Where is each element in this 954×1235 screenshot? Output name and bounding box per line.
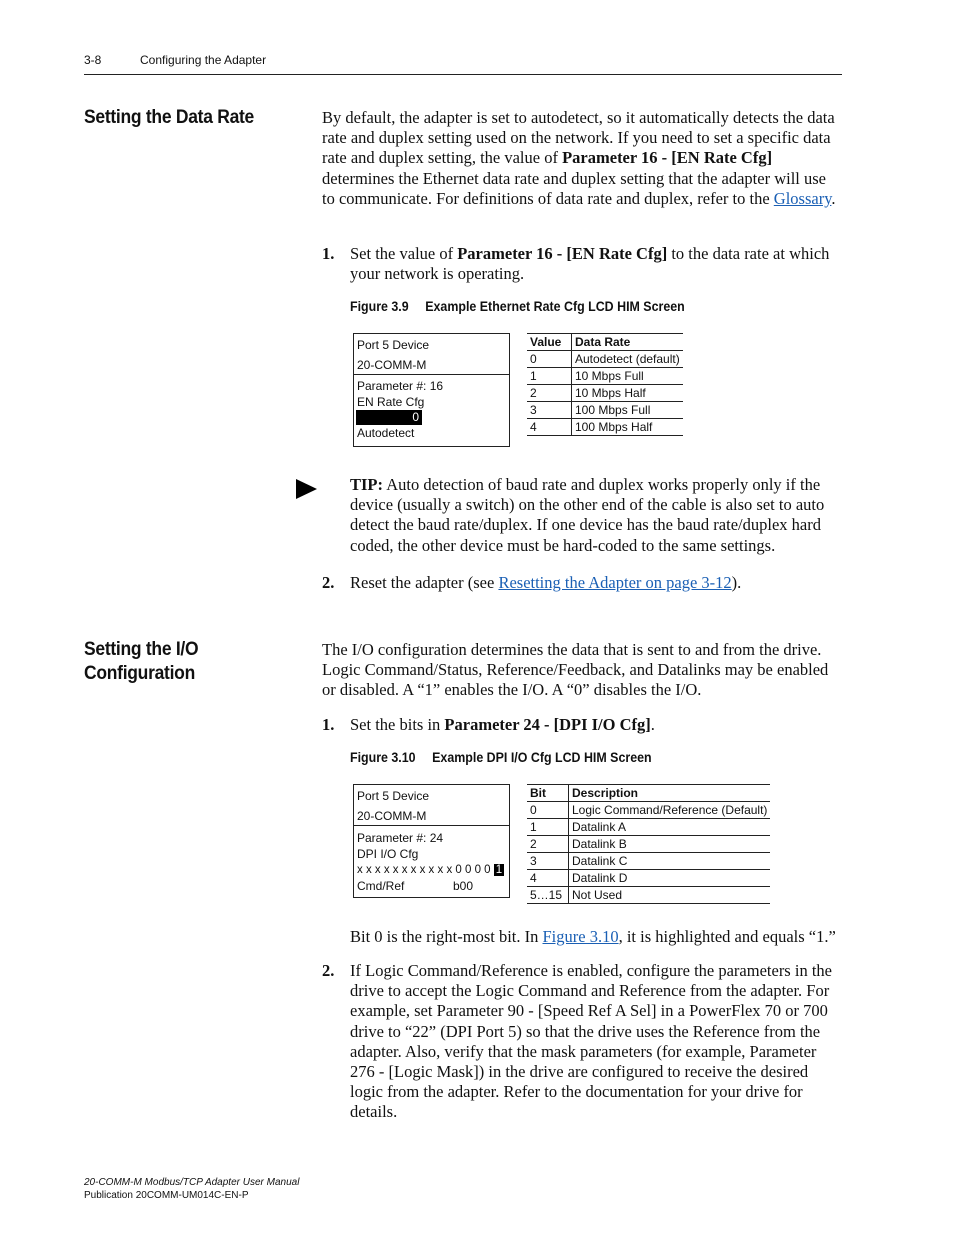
resetting-adapter-link[interactable]: Resetting the Adapter on page 3-12 — [498, 573, 732, 592]
figure-title: Example DPI I/O Cfg LCD HIM Screen — [432, 750, 652, 765]
intro-text-b: determines the Ethernet data rate and duplex setting that the adapter will use to communicate. For definitions of data rate and duplex, refer to the — [322, 168, 826, 208]
tip-label: TIP: — [350, 475, 383, 494]
section-heading-io-config — [84, 638, 198, 686]
figure-3-10-link[interactable]: Figure 3.10 — [542, 927, 619, 946]
table-cell: 5…15 — [527, 887, 569, 904]
step2-text-b: ). — [731, 573, 742, 592]
him-line: EN Rate Cfg — [357, 395, 425, 409]
step1-text-b: to the data rate at which your network is operating. — [350, 244, 830, 284]
him-screen-io — [353, 784, 510, 898]
table-cell: 10 Mbps Full — [572, 368, 683, 385]
tip-text — [350, 475, 842, 556]
him-line: Parameter #: 16 — [357, 379, 444, 393]
table-header: Bit — [527, 785, 569, 802]
him-last-line — [357, 878, 506, 894]
step1-text — [350, 244, 842, 284]
table-row — [527, 887, 770, 904]
table-row — [527, 419, 683, 436]
figure-title: Example Ethernet Rate Cfg LCD HIM Screen — [425, 299, 685, 314]
step-number: 1. — [322, 715, 335, 734]
him-value-highlight: 0 — [356, 410, 422, 425]
step-number: 1. — [322, 244, 335, 263]
table-row — [527, 802, 770, 819]
figure-label: Figure 3.10 — [350, 750, 416, 765]
page-number: 3-8 — [84, 53, 102, 67]
step2-text — [350, 573, 842, 593]
tip-body: Auto detection of baud rate and duplex works properly only if the device (usually a switch) on the other end of the cable is also set to auto detect the baud rate/duplex. If one device has the baud rate/duplex hard coded, the other device must be hard-coded to the same settings. — [350, 475, 825, 555]
step1-param-bold: Parameter 16 - [EN Rate Cfg] — [457, 244, 668, 263]
data-rate-table — [527, 333, 683, 436]
him-line: Port 5 Device — [357, 789, 430, 803]
io-step1-text-a: Set the bits in — [350, 715, 445, 734]
table-row — [527, 351, 683, 368]
running-header: Configuring the Adapter — [140, 53, 267, 67]
figure-label: Figure 3.9 — [350, 299, 409, 314]
table-row — [527, 853, 770, 870]
him-line: Parameter #: 24 — [357, 831, 444, 845]
step-number: 2. — [322, 573, 335, 592]
table-cell: 2 — [527, 385, 572, 402]
him-line: 20-COMM-M — [357, 358, 427, 372]
io-bit-table — [527, 784, 770, 904]
table-cell: Datalink B — [569, 836, 771, 853]
table-cell: 4 — [527, 870, 569, 887]
table-row — [527, 385, 683, 402]
intro-param-bold: Parameter 16 - [EN Rate Cfg] — [562, 148, 773, 168]
intro-text-a: By default, the adapter is set to autodetect, so it automatically detects the data rate and duplex setting used on the network. If you need to set a specific data rate and duplex setting, the value of — [322, 108, 835, 168]
table-cell: 0 — [527, 802, 569, 819]
step-number: 2. — [322, 961, 335, 980]
table-row — [527, 402, 683, 419]
him-line-right: b00 — [453, 879, 474, 893]
figure-caption-3-9 — [350, 299, 685, 314]
tip-arrow-icon — [296, 479, 317, 499]
table-cell: 3 — [527, 853, 569, 870]
table-row — [527, 836, 770, 853]
him-line-left: Cmd/Ref — [357, 879, 405, 893]
heading-line: Configuration — [84, 663, 195, 684]
io-step1-param-bold: Parameter 24 - [DPI I/O Cfg] — [444, 715, 651, 734]
table-cell: Datalink A — [569, 819, 771, 836]
heading-line: Setting the I/O — [84, 639, 199, 660]
header-rule — [84, 74, 842, 75]
table-row — [527, 819, 770, 836]
him-line: Port 5 Device — [357, 338, 430, 352]
step1-text-a: Set the value of — [350, 244, 458, 263]
him-bit-highlight: 1 — [495, 864, 503, 876]
him-line: Autodetect — [357, 426, 415, 440]
bit-note-b: , it is highlighted and equals “1.” — [618, 927, 836, 946]
io-config-intro: The I/O configuration determines the data that is sent to and from the drive. Logic Command/Status, Reference/Feedback, and Datalinks may be enabled or disabled. A “1” enables the I/O. A “0” disables the I/O. — [322, 640, 829, 700]
intro-text-c: . — [831, 188, 836, 208]
io-step1-text — [350, 715, 842, 735]
table-cell: 4 — [527, 419, 572, 436]
table-cell: 100 Mbps Half — [572, 419, 683, 436]
table-cell: Autodetect (default) — [572, 351, 683, 368]
table-header: Data Rate — [572, 334, 683, 351]
bit-note — [350, 927, 842, 947]
table-cell: Datalink C — [569, 853, 771, 870]
table-cell: 1 — [527, 819, 569, 836]
table-cell: 3 — [527, 402, 572, 419]
footer-publication: Publication 20COMM-UM014C-EN-P — [84, 1190, 249, 1201]
table-header: Description — [569, 785, 771, 802]
table-cell: 0 — [527, 351, 572, 368]
table-row — [527, 870, 770, 887]
table-header: Value — [527, 334, 572, 351]
io-step1-text-b: . — [650, 715, 655, 734]
data-rate-intro — [322, 108, 842, 209]
figure-caption-3-10 — [350, 750, 652, 765]
table-cell: Not Used — [569, 887, 771, 904]
him-line: 20-COMM-M — [357, 809, 427, 823]
him-bits: x x x x x x x x x x x 0 0 0 0 — [357, 864, 491, 876]
table-row — [527, 368, 683, 385]
table-cell: 2 — [527, 836, 569, 853]
him-line: DPI I/O Cfg — [357, 847, 419, 861]
table-cell: 10 Mbps Half — [572, 385, 683, 402]
table-cell: 1 — [527, 368, 572, 385]
table-cell: Datalink D — [569, 870, 771, 887]
io-step2-text: If Logic Command/Reference is enabled, configure the parameters in the drive to accept the Logic Command and Reference from the adapter. For example, set Parameter 90 - [Speed Ref A Sel] in a PowerFlex 70 or 700 drive to “22” (DPI Port 5) so that the drive uses the Reference from the adapter. Also, verify that the mask parameters (for example, Parameter 276 - [Logic Mask]) in the drive are configured to receive the desired logic from the adapter. Refer to the documentation for your drive for details. — [350, 961, 832, 1122]
him-screen-rate — [353, 333, 510, 447]
bit-note-a: Bit 0 is the right-most bit. In — [350, 927, 543, 946]
section-heading-data-rate: Setting the Data Rate — [84, 107, 255, 128]
glossary-link[interactable]: Glossary — [773, 188, 832, 208]
him-bits-row — [357, 862, 506, 878]
table-cell: Logic Command/Reference (Default) — [569, 802, 771, 819]
step2-text-a: Reset the adapter (see — [350, 573, 499, 592]
footer-manual-title: 20-COMM-M Modbus/TCP Adapter User Manual — [84, 1177, 300, 1188]
table-cell: 100 Mbps Full — [572, 402, 683, 419]
